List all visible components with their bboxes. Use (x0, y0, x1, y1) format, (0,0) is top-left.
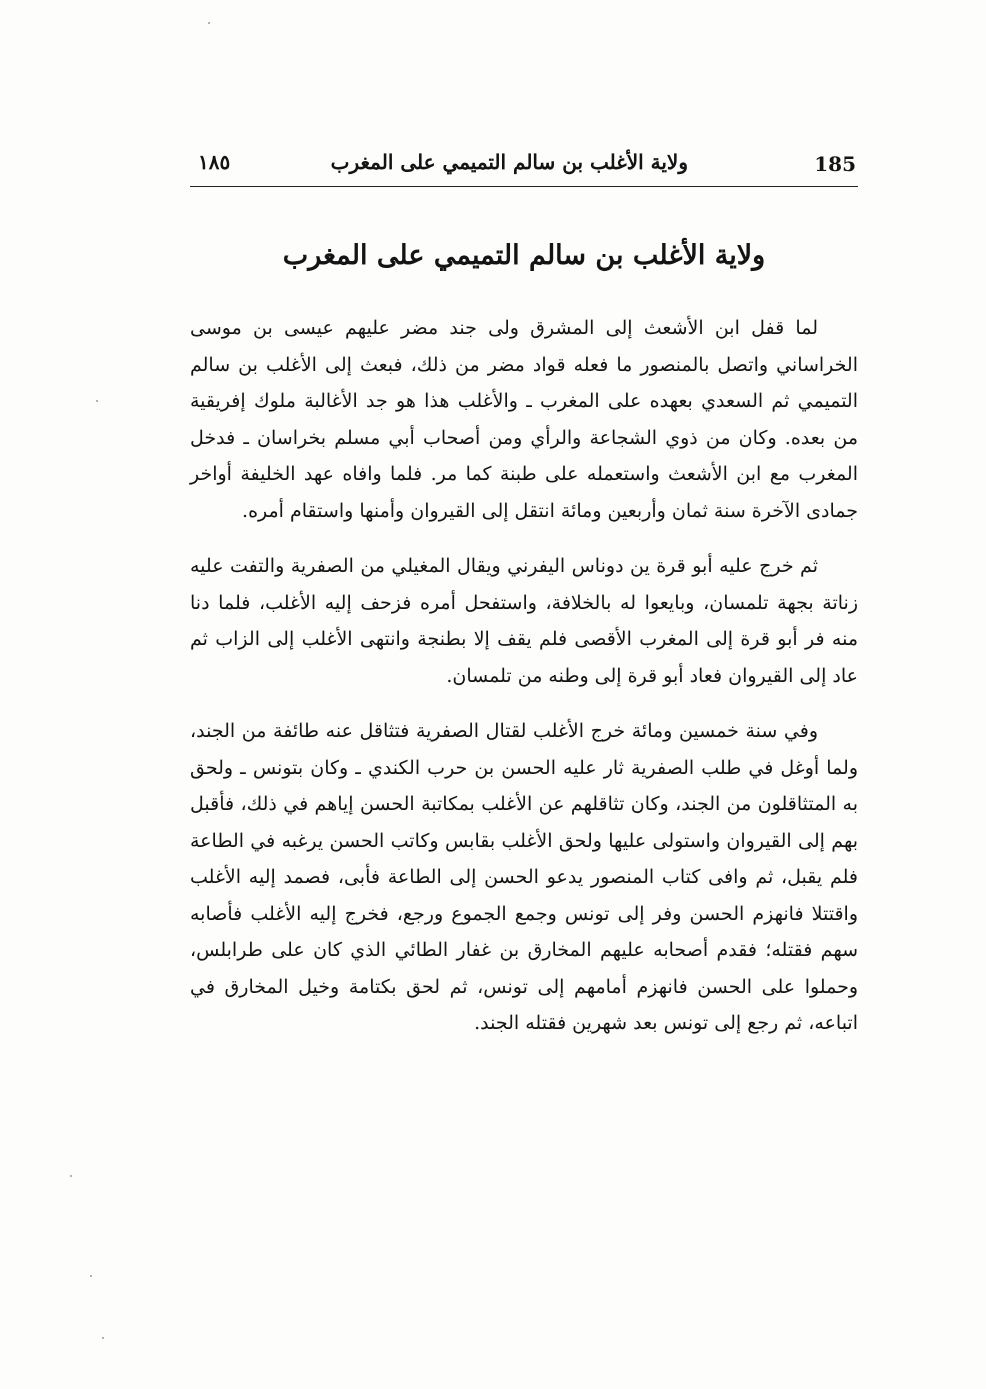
page-number-latin: 185 (814, 152, 856, 176)
running-title: ولاية الأغلب بن سالم التميمي على المغرب (330, 150, 688, 174)
scan-speck (208, 22, 210, 24)
chapter-title: ولاية الأغلب بن سالم التميمي على المغرب (282, 240, 766, 271)
paragraph-2: ثم خرج عليه أبو قرة ين دوناس اليفرني ويقال المغيلي من الصفرية والتفت عليه زناتة بجهة تلمسان، وبايعوا له بالخلافة، واستفحل أمره فزحف إليه الأغلب، فلما دنا منه فر أبو قرة إلى المغرب الأقصى فلم يقف إلا بطنجة وانتهى الأغلب إلى الزاب ثم عاد إلى القيروان فعاد أبو قرة إلى وطنه من تلمسان. (190, 555, 858, 687)
scan-speck (70, 1175, 72, 1177)
scan-speck (90, 1275, 92, 1277)
scan-speck (102, 1337, 104, 1339)
body-text (190, 310, 858, 1042)
running-header (190, 148, 858, 187)
page-number-arabic: ١٨٥ (198, 150, 231, 174)
paragraph-3: وفي سنة خمسين ومائة خرج الأغلب لقتال الصفرية فتثاقل عنه طائفة من الجند، ولما أوغل في طلب الصفرية ثار عليه الحسن بن حرب الكندي ـ وكان بتونس ـ ولحق به المتثاقلون من الجند، وكان تثاقلهم عن الأغلب بمكاتبة الحسن إياهم في ذلك، فأقبل بهم إلى القيروان واستولى عليها ولحق الأغلب بقابس وكاتب الحسن يرغبه في الطاعة فلم يقبل، ثم وافى كتاب المنصور يدعو الحسن إلى الطاعة فأبى، فصمد إليه الأغلب واقتتلا فانهزم الحسن وفر إلى تونس وجمع الجموع ورجع، فخرج إليه الأغلب فأصابه سهم فقتله؛ فقدم أصحابه عليهم المخارق بن غفار الطائي الذي كان على طرابلس، وحملوا على الحسن فانهزم أمامهم إلى تونس، ثم لحق بكتامة وخيل المخارق في اتباعه، ثم رجع إلى تونس بعد شهرين فقتله الجند. (190, 720, 858, 1034)
scan-speck (96, 400, 98, 402)
paragraph-1: لما قفل ابن الأشعث إلى المشرق ولى جند مضر عليهم عيسى بن موسى الخراساني واتصل بالمنصور ما فعله قواد مضر من ذلك، فبعث إلى الأغلب بن سالم التميمي ثم السعدي بعهده على المغرب ـ والأغلب هذا هو جد الأغالبة ملوك إفريقية من بعده. وكان من ذوي الشجاعة والرأي ومن أصحاب أبي مسلم بخراسان ـ فدخل المغرب مع ابن الأشعث واستعمله على طبنة كما مر. فلما وافاه عهد الخليفة أواخر جمادى الآخرة سنة ثمان وأربعين ومائة انتقل إلى القيروان وأمنها واستقام أمره. (190, 317, 858, 522)
